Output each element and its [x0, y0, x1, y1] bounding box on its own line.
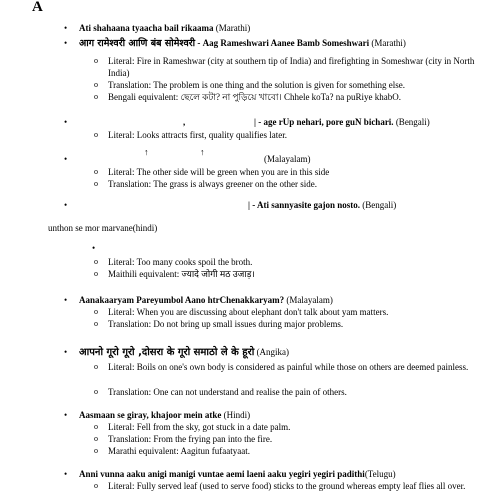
proverb-text: [79, 37, 489, 50]
proverb-devanagari: आपनो गूरो गूरो ,दोसरा के गूरो समाठो ले के हूरो: [79, 347, 255, 358]
bullet-icon: •: [64, 23, 68, 33]
literal-text: Literal: Fully served leaf (used to serve food) sticks to the ground whereas empty leaf flies all over.: [108, 481, 466, 491]
translation-text: Translation: The problem is one thing and the solution is given for something else.: [108, 80, 405, 90]
circle-bullet-icon: o: [94, 446, 98, 455]
circle-bullet-icon: o: [94, 92, 98, 101]
bullet-icon: •: [92, 243, 96, 253]
proverb-transliteration: Ati shahaana tyaacha bail rikaama: [79, 23, 214, 33]
bullet-icon: •: [64, 200, 68, 210]
bengali-equivalent: Bengali equivalent: ছেলে কটা? না পুড়িয়ে খাবো। Chhele koTa? na puRiye khabO.: [108, 92, 402, 102]
literal-text: Literal: The other side will be green when you are in this side: [108, 167, 330, 177]
circle-bullet-icon: o: [94, 257, 98, 266]
circle-bullet-icon: o: [94, 130, 98, 139]
circle-bullet-icon: o: [94, 434, 98, 443]
plain-text-line: unthon se mor marvane(hindi): [48, 223, 158, 233]
translation-text: Translation: The grass is always greener on the other side.: [108, 179, 317, 189]
language-label: (Telugu): [364, 469, 396, 479]
equivalent-text: Marathi equivalent: Aagitun fufaatyaat.: [108, 446, 250, 456]
language-label: (Bengali): [395, 117, 430, 127]
language-label: (Hindi): [223, 410, 251, 420]
literal-text: Literal: When you are discussing about elephant don't talk about yam matters.: [108, 307, 389, 317]
proverb-text: [79, 294, 489, 306]
proverb-transliteration: | - age rUp nehari, pore guN bichari.: [254, 117, 394, 127]
bullet-icon: •: [64, 117, 68, 127]
bullet-icon: •: [64, 154, 68, 164]
circle-bullet-icon: o: [94, 362, 98, 371]
bullet-icon: •: [64, 469, 68, 479]
bullet-icon: •: [64, 295, 68, 305]
literal-text: Literal: Looks attracts first, quality qualifies later.: [108, 130, 287, 140]
proverb-devanagari: आग रामेश्वरी आणि बंब सोमेश्वरी: [79, 38, 196, 49]
literal-text: Literal: Too many cooks spoil the broth.: [108, 257, 253, 267]
proverb-text: [79, 468, 489, 480]
circle-bullet-icon: o: [94, 319, 98, 328]
translation-text: Translation: Do not bring up small issues during major problems.: [108, 319, 344, 329]
circle-bullet-icon: o: [94, 422, 98, 431]
proverb-transliteration: - Aag Rameshwari Aanee Bamb Someshwari: [197, 38, 370, 48]
bullet-icon: •: [64, 38, 68, 48]
literal-text: Literal: Boils on one's own body is considered as painful while those on others are deemed painless.: [108, 362, 469, 372]
proverb-text: [254, 116, 494, 128]
maithili-equivalent: Maithili equivalent: ज्यादे जोगी मठ उजाड़।: [108, 269, 255, 279]
circle-bullet-icon: o: [94, 80, 98, 89]
circle-bullet-icon: o: [94, 167, 98, 176]
equivalent-text: [108, 91, 488, 103]
literal-text: Literal: Fire in Rameshwar (city at southern tip of India) and firefighting in Someshwar (city in North India): [108, 56, 475, 78]
section-heading: A: [32, 0, 43, 15]
arrow-up-icon: ↑: [144, 147, 149, 157]
proverb-transliteration: Aanakaaryam Pareyumbol Aano htrChenakkaryam?: [79, 295, 285, 305]
language-label: (Angika): [256, 347, 290, 357]
literal-text: Literal: Fell from the sky, got stuck in a date palm.: [108, 422, 291, 432]
translation-text: Translation: One can not understand and realise the pain of others.: [108, 387, 347, 397]
bullet-icon: •: [64, 347, 68, 357]
language-label: (Bengali): [362, 200, 397, 210]
proverb-transliteration: Anni vunna aaku anigi manigi vuntae aemi laeni aaku yegiri yegiri padithi: [79, 469, 365, 479]
circle-bullet-icon: o: [94, 307, 98, 316]
equivalent-text: [108, 268, 488, 280]
proverb-text: [79, 22, 489, 34]
language-label: (Marathi): [215, 23, 251, 33]
proverb-transliteration: | - Ati sannyasite gajon nosto.: [248, 200, 360, 210]
arrow-up-icon: ↑: [200, 147, 205, 157]
comma-mark: ,: [183, 117, 186, 127]
bullet-icon: •: [64, 410, 68, 420]
language-label: (Malayalam): [286, 295, 333, 305]
circle-bullet-icon: o: [94, 56, 98, 65]
circle-bullet-icon: o: [94, 179, 98, 188]
proverb-text: [248, 199, 493, 211]
language-label: (Malayalam): [264, 154, 311, 164]
proverb-text: [264, 153, 464, 165]
proverb-text: [79, 346, 489, 359]
proverb-transliteration: Aasmaan se giray, khajoor mein atke: [79, 410, 222, 420]
circle-bullet-icon: o: [94, 269, 98, 278]
translation-text: Translation: From the frying pan into the fire.: [108, 434, 273, 444]
circle-bullet-icon: o: [94, 481, 98, 490]
proverb-text: [79, 409, 489, 421]
language-label: (Marathi): [371, 38, 406, 48]
circle-bullet-icon: o: [94, 387, 98, 396]
